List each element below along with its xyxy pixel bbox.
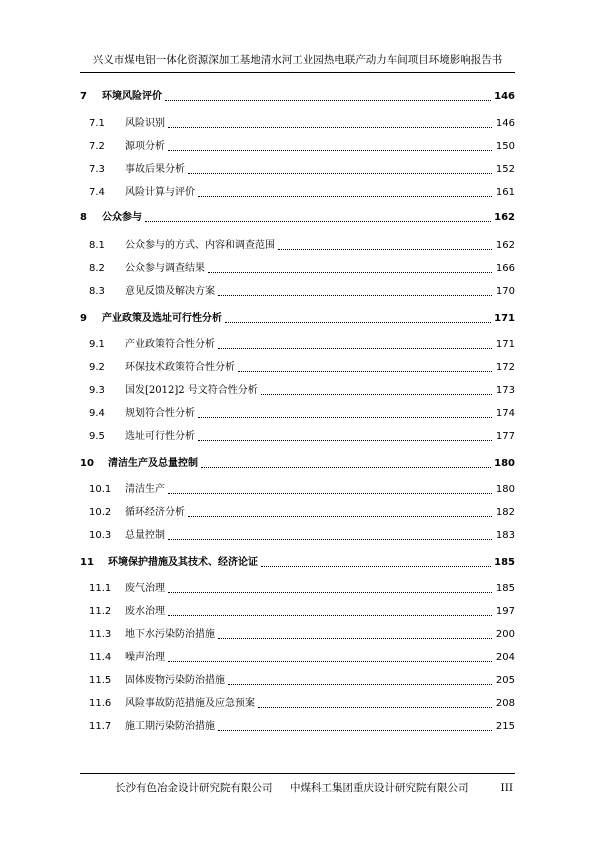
toc-dot-leader	[145, 221, 491, 222]
toc-section-entry[interactable]	[80, 109, 515, 131]
toc-section-entry[interactable]	[80, 574, 515, 596]
toc-entry-title: 清洁生产	[125, 484, 165, 495]
toc-entry-title: 意见反馈及解决方案	[125, 286, 215, 297]
footer-organization-1: 长沙有色冶金设计研究院有限公司	[115, 782, 273, 794]
toc-entry-page: 200	[495, 629, 515, 640]
toc-entry-number: 11.3	[89, 629, 112, 640]
toc-entry-page: 166	[495, 263, 515, 274]
toc-section-entry[interactable]	[80, 643, 515, 665]
toc-entry-title: 循环经济分析	[125, 507, 185, 518]
toc-entry-number: 11.4	[89, 652, 112, 663]
running-footer	[80, 779, 515, 797]
toc-dot-leader	[201, 467, 491, 468]
toc-section-entry[interactable]	[80, 132, 515, 154]
toc-entry-title: 事故后果分析	[125, 164, 185, 175]
toc-entry-title: 产业政策符合性分析	[125, 339, 215, 350]
toc-entry-page: 162	[494, 212, 515, 223]
toc-chapter-entry[interactable]	[80, 304, 515, 326]
toc-entry-page: 146	[494, 91, 515, 102]
toc-dot-leader	[238, 371, 492, 372]
toc-entry-title: 地下水污染防治措施	[125, 629, 215, 640]
toc-entry-number: 10.3	[89, 530, 112, 541]
toc-entry-number: 9	[80, 313, 87, 324]
toc-dot-leader	[225, 322, 491, 323]
toc-section-entry[interactable]	[80, 399, 515, 421]
toc-entry-number: 9.4	[89, 408, 105, 419]
toc-entry-page: 174	[495, 408, 515, 419]
toc-section-entry[interactable]	[80, 231, 515, 253]
toc-dot-leader	[261, 394, 492, 395]
toc-entry-title: 噪声治理	[125, 652, 165, 663]
toc-entry-number: 10.1	[89, 484, 112, 495]
toc-entry-page: 185	[495, 583, 515, 594]
toc-dot-leader	[198, 196, 492, 197]
footer-organization-2: 中煤科工集团重庆设计研究院有限公司	[290, 782, 469, 794]
toc-entry-title: 国发[2012]2 号文符合性分析	[125, 385, 258, 396]
toc-dot-leader	[168, 661, 492, 662]
toc-entry-page: 177	[495, 431, 515, 442]
toc-entry-title: 固体废物污染防治措施	[125, 675, 225, 686]
toc-entry-page: 180	[495, 484, 515, 495]
page-number: III	[500, 782, 513, 794]
toc-dot-leader	[188, 173, 492, 174]
toc-entry-page: 161	[495, 187, 515, 198]
toc-entry-title: 公众参与的方式、内容和调查范围	[125, 240, 275, 251]
toc-entry-page: 170	[495, 286, 515, 297]
toc-entry-page: 172	[495, 362, 515, 373]
toc-section-entry[interactable]	[80, 498, 515, 520]
toc-entry-title: 环境风险评价	[102, 91, 162, 102]
toc-dot-leader	[198, 417, 492, 418]
toc-dot-leader	[261, 566, 491, 567]
toc-section-entry[interactable]	[80, 155, 515, 177]
toc-dot-leader	[168, 493, 492, 494]
toc-entry-number: 7.2	[89, 141, 105, 152]
toc-entry-number: 9.1	[89, 339, 105, 350]
toc-section-entry[interactable]	[80, 178, 515, 200]
toc-section-entry[interactable]	[80, 620, 515, 642]
toc-section-entry[interactable]	[80, 353, 515, 375]
toc-entry-number: 8.1	[89, 240, 105, 251]
toc-chapter-entry[interactable]	[80, 203, 515, 225]
toc-entry-title: 源项分析	[125, 141, 165, 152]
toc-dot-leader	[218, 730, 492, 731]
toc-entry-page: 183	[495, 530, 515, 541]
toc-entry-number: 7.1	[89, 118, 105, 129]
toc-entry-number: 8	[80, 212, 87, 223]
toc-entry-page: 171	[495, 339, 515, 350]
toc-dot-leader	[168, 615, 492, 616]
toc-dot-leader	[228, 684, 492, 685]
toc-entry-number: 11.5	[89, 675, 112, 686]
toc-entry-number: 11.7	[89, 721, 112, 732]
toc-chapter-entry[interactable]	[80, 449, 515, 471]
toc-entry-page: 185	[494, 557, 515, 568]
toc-entry-page: 208	[495, 698, 515, 709]
toc-section-entry[interactable]	[80, 475, 515, 497]
toc-entry-title: 总量控制	[125, 530, 165, 541]
toc-entry-page: 180	[494, 458, 515, 469]
toc-dot-leader	[208, 272, 492, 273]
toc-chapter-entry[interactable]	[80, 548, 515, 570]
toc-section-entry[interactable]	[80, 422, 515, 444]
toc-section-entry[interactable]	[80, 666, 515, 688]
toc-dot-leader	[188, 516, 492, 517]
toc-entry-page: 152	[495, 164, 515, 175]
toc-section-entry[interactable]	[80, 712, 515, 734]
toc-dot-leader	[218, 348, 492, 349]
toc-entry-title: 废水治理	[125, 606, 165, 617]
running-header: 兴义市煤电铝一体化资源深加工基地清水河工业园热电联产动力车间项目环境影响报告书	[92, 54, 503, 66]
header-divider	[80, 72, 515, 73]
toc-dot-leader	[168, 150, 492, 151]
toc-entry-title: 废气治理	[125, 583, 165, 594]
toc-section-entry[interactable]	[80, 376, 515, 398]
toc-entry-number: 9.3	[89, 385, 105, 396]
toc-entry-page: 215	[495, 721, 515, 732]
toc-dot-leader	[168, 592, 492, 593]
toc-section-entry[interactable]	[80, 521, 515, 543]
toc-entry-title: 清洁生产及总量控制	[108, 458, 198, 469]
toc-entry-number: 7.3	[89, 164, 105, 175]
toc-entry-title: 风险识别	[125, 118, 165, 129]
toc-entry-number: 7.4	[89, 187, 105, 198]
toc-entry-page: 171	[494, 313, 515, 324]
toc-entry-number: 10.2	[89, 507, 112, 518]
toc-entry-page: 146	[495, 118, 515, 129]
toc-section-entry[interactable]	[80, 277, 515, 299]
toc-entry-number: 7	[80, 91, 87, 102]
toc-entry-title: 风险事故防范措施及应急预案	[125, 698, 255, 709]
toc-dot-leader	[218, 638, 492, 639]
toc-entry-number: 9.5	[89, 431, 105, 442]
footer-divider	[80, 773, 515, 774]
toc-entry-page: 162	[495, 240, 515, 251]
toc-section-entry[interactable]	[80, 254, 515, 276]
toc-entry-title: 施工期污染防治措施	[125, 721, 215, 732]
toc-entry-number: 10	[80, 458, 94, 469]
toc-dot-leader	[218, 295, 492, 296]
toc-entry-title: 产业政策及选址可行性分析	[102, 313, 222, 324]
toc-entry-page: 197	[495, 606, 515, 617]
toc-entry-title: 规划符合性分析	[125, 408, 195, 419]
toc-entry-title: 风险计算与评价	[125, 187, 195, 198]
toc-section-entry[interactable]	[80, 597, 515, 619]
toc-chapter-entry[interactable]	[80, 82, 515, 104]
toc-entry-number: 11.6	[89, 698, 112, 709]
toc-section-entry[interactable]	[80, 330, 515, 352]
toc-dot-leader	[278, 249, 492, 250]
toc-section-entry[interactable]	[80, 689, 515, 711]
toc-entry-title: 选址可行性分析	[125, 431, 195, 442]
toc-entry-page: 173	[495, 385, 515, 396]
toc-entry-title: 公众参与	[102, 212, 142, 223]
toc-entry-number: 8.3	[89, 286, 105, 297]
toc-entry-title: 环保技术政策符合性分析	[125, 362, 235, 373]
toc-entry-page: 150	[495, 141, 515, 152]
toc-entry-page: 182	[495, 507, 515, 518]
toc-entry-number: 11	[80, 557, 94, 568]
toc-entry-number: 8.2	[89, 263, 105, 274]
toc-entry-page: 204	[495, 652, 515, 663]
toc-entry-title: 环境保护措施及其技术、经济论证	[108, 557, 258, 568]
toc-dot-leader	[168, 539, 492, 540]
toc-dot-leader	[168, 127, 492, 128]
toc-dot-leader	[258, 707, 492, 708]
toc-entry-number: 11.2	[89, 606, 112, 617]
toc-dot-leader	[198, 440, 492, 441]
toc-entry-title: 公众参与调查结果	[125, 263, 205, 274]
toc-entry-number: 9.2	[89, 362, 105, 373]
toc-dot-leader	[165, 100, 491, 101]
toc-entry-number: 11.1	[89, 583, 112, 594]
toc-entry-page: 205	[495, 675, 515, 686]
